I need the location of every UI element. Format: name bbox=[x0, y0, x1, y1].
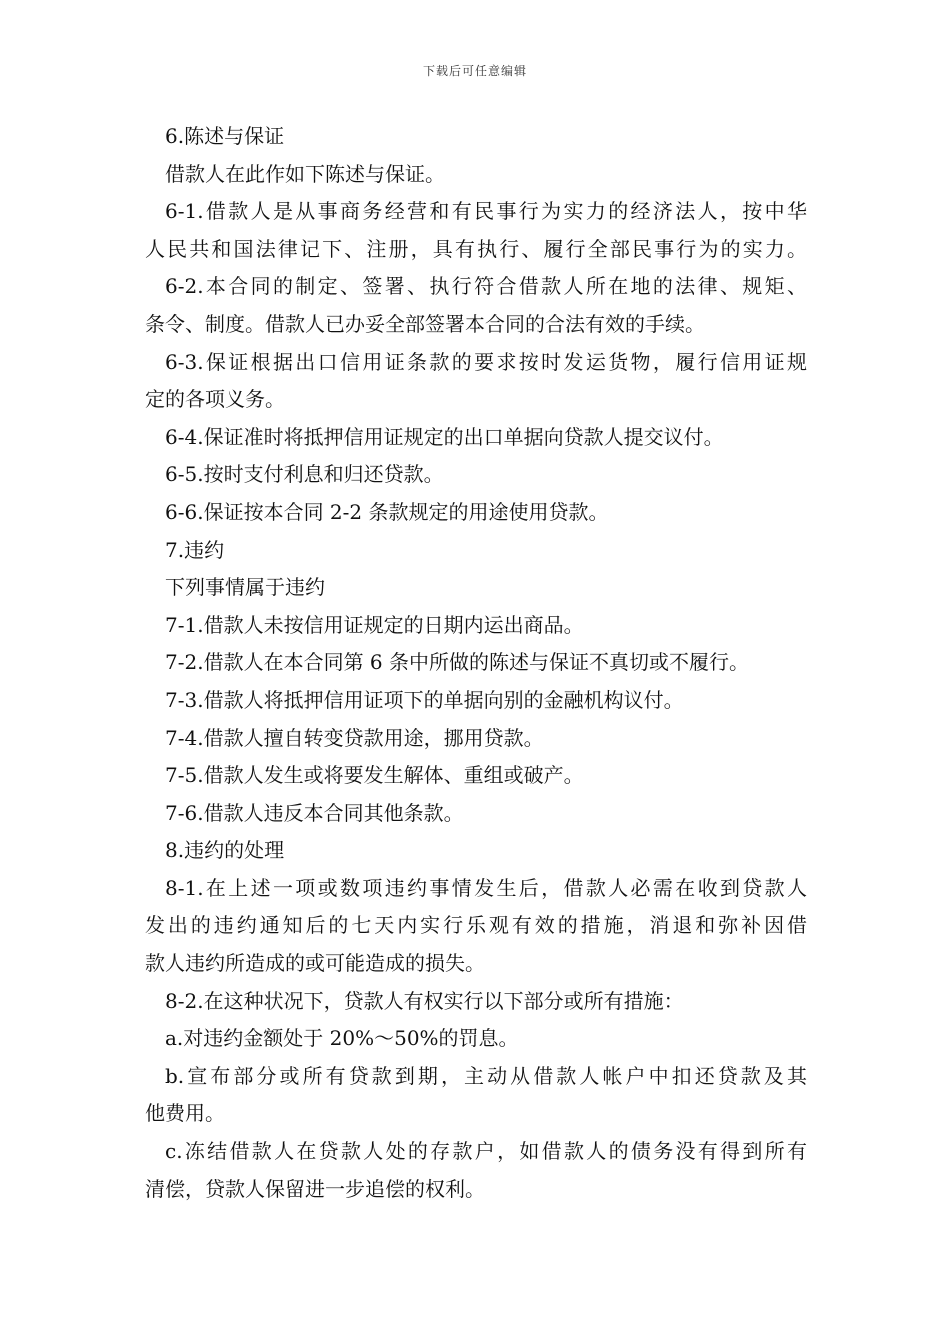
section-heading-7: 7.违约 bbox=[165, 537, 225, 562]
paragraph-line: 款人违约所造成的或可能造成的损失。 bbox=[145, 951, 485, 976]
paragraph-line: 6-2.本合同的制定、签署、执行符合借款人所在地的法律、规矩、 bbox=[165, 274, 807, 299]
paragraph-line: 7-3.借款人将抵押信用证项下的单据向别的金融机构议付。 bbox=[165, 687, 684, 712]
page-header: 下载后可任意编辑 bbox=[422, 64, 527, 78]
paragraph-line: 6-3.保证根据出口信用证条款的要求按时发运货物，履行信用证规 bbox=[165, 349, 807, 374]
paragraph-line: 下列事情属于违约 bbox=[165, 575, 325, 600]
document-body bbox=[145, 118, 807, 1208]
paragraph-line: 7-6.借款人违反本合同其他条款。 bbox=[165, 800, 464, 825]
section-heading-8: 8.违约的处理 bbox=[165, 838, 285, 863]
paragraph-line: 发出的违约通知后的七天内实行乐观有效的措施，消退和弥补因借 bbox=[145, 913, 807, 938]
paragraph-line: 7-2.借款人在本合同第 6 条中所做的陈述与保证不真切或不履行。 bbox=[165, 650, 750, 675]
paragraph-line: b.宣布部分或所有贷款到期，主动从借款人帐户中扣还贷款及其 bbox=[165, 1063, 807, 1088]
paragraph-line: c.冻结借款人在贷款人处的存款户，如借款人的债务没有得到所有 bbox=[165, 1139, 807, 1164]
paragraph-line: 定的各项义务。 bbox=[145, 387, 285, 412]
paragraph-line: 8-2.在这种状况下，贷款人有权实行以下部分或所有措施： bbox=[165, 988, 684, 1013]
paragraph-line: 6-1.借款人是从事商务经营和有民事行为实力的经济法人，按中华 bbox=[165, 199, 807, 224]
paragraph-line: 6-6.保证按本合同 2-2 条款规定的用途使用贷款。 bbox=[165, 499, 609, 524]
paragraph-line: 7-1.借款人未按信用证规定的日期内运出商品。 bbox=[165, 612, 584, 637]
paragraph-line: 7-4.借款人擅自转变贷款用途，挪用贷款。 bbox=[165, 725, 544, 750]
paragraph-line: 人民共和国法律记下、注册，具有执行、履行全部民事行为的实力。 bbox=[145, 236, 807, 261]
paragraph-line: 他费用。 bbox=[145, 1101, 225, 1126]
paragraph-line: 条令、制度。借款人已办妥全部签署本合同的合法有效的手续。 bbox=[145, 311, 705, 336]
paragraph-line: 借款人在此作如下陈述与保证。 bbox=[165, 161, 445, 186]
paragraph-line: 6-5.按时支付利息和归还贷款。 bbox=[165, 462, 444, 487]
paragraph-line: 6-4.保证准时将抵押信用证规定的出口单据向贷款人提交议付。 bbox=[165, 424, 724, 449]
paragraph-line: 清偿，贷款人保留进一步追偿的权利。 bbox=[145, 1176, 485, 1201]
paragraph-line: 8-1.在上述一项或数项违约事情发生后，借款人必需在收到贷款人 bbox=[165, 875, 807, 900]
paragraph-line: 7-5.借款人发生或将要发生解体、重组或破产。 bbox=[165, 763, 584, 788]
section-heading-6: 6.陈述与保证 bbox=[165, 124, 285, 148]
paragraph-line: a.对违约金额处于 20%～50%的罚息。 bbox=[165, 1026, 519, 1051]
